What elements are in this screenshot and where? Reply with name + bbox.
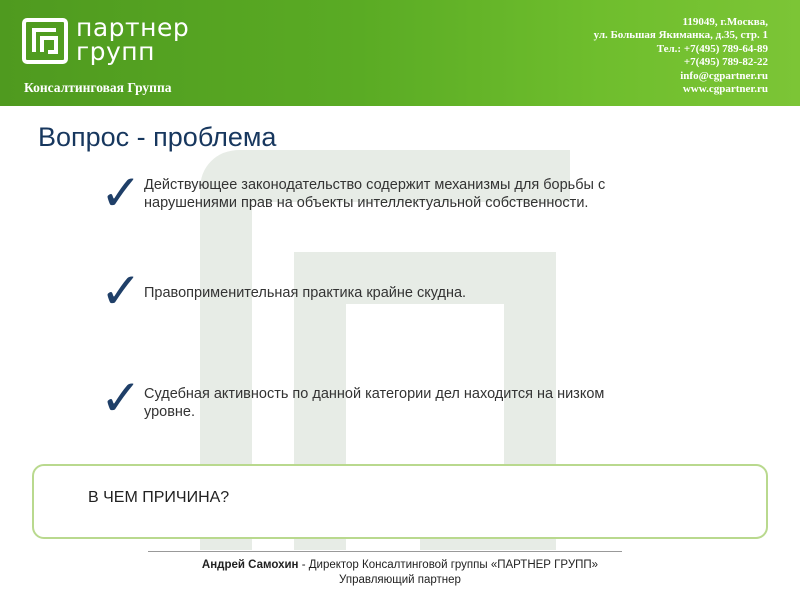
point-text: Действующее законодательство содержит механизмы для борьбы с нарушениями прав на объекты интеллектуальной собственности. bbox=[144, 177, 606, 211]
contact-address-street: ул. Большая Якиманка, д.35, стр. 1 bbox=[593, 29, 768, 42]
contact-email[interactable]: info@cgpartner.ru bbox=[680, 69, 768, 82]
question-box bbox=[32, 464, 768, 539]
header-banner bbox=[0, 0, 800, 106]
contact-website[interactable]: www.cgpartner.ru bbox=[682, 83, 768, 96]
author-name: Андрей Самохин bbox=[201, 559, 299, 571]
slide-title: Вопрос - проблема bbox=[38, 122, 277, 152]
contact-phone-1: Тел.: +7(495) 789-64-89 bbox=[656, 42, 768, 55]
question-text: В ЧЕМ ПРИЧИНА? bbox=[88, 489, 230, 506]
company-subtitle: Консалтинговая Группа bbox=[24, 80, 172, 95]
footer-line-1 bbox=[0, 558, 800, 573]
point-text: Правоприменительная практика крайне скудна. bbox=[144, 285, 467, 301]
checkmark-icon: ✓ bbox=[100, 164, 142, 222]
checkmark-icon: ✓ bbox=[100, 262, 142, 320]
footer-line-2: Управляющий партнер bbox=[339, 574, 461, 586]
footer bbox=[0, 558, 800, 588]
footer-divider bbox=[148, 551, 622, 552]
contact-phone-2: +7(495) 789-82-22 bbox=[683, 56, 768, 69]
contact-block bbox=[594, 16, 768, 96]
author-role: - Директор Консалтинговой группы «ПАРТНЕР ГРУПП» bbox=[298, 559, 599, 571]
contact-address-city: 119049, г.Москва, bbox=[682, 16, 768, 28]
checkmark-icon: ✓ bbox=[100, 369, 142, 427]
logo-line-2: групп bbox=[76, 37, 155, 66]
point-text: Судебная активность по данной категории дел находится на низком уровне. bbox=[144, 386, 605, 420]
logo-wordmark bbox=[76, 13, 190, 66]
logo-line-1: партнер bbox=[76, 13, 190, 42]
company-logo-icon bbox=[22, 18, 68, 64]
